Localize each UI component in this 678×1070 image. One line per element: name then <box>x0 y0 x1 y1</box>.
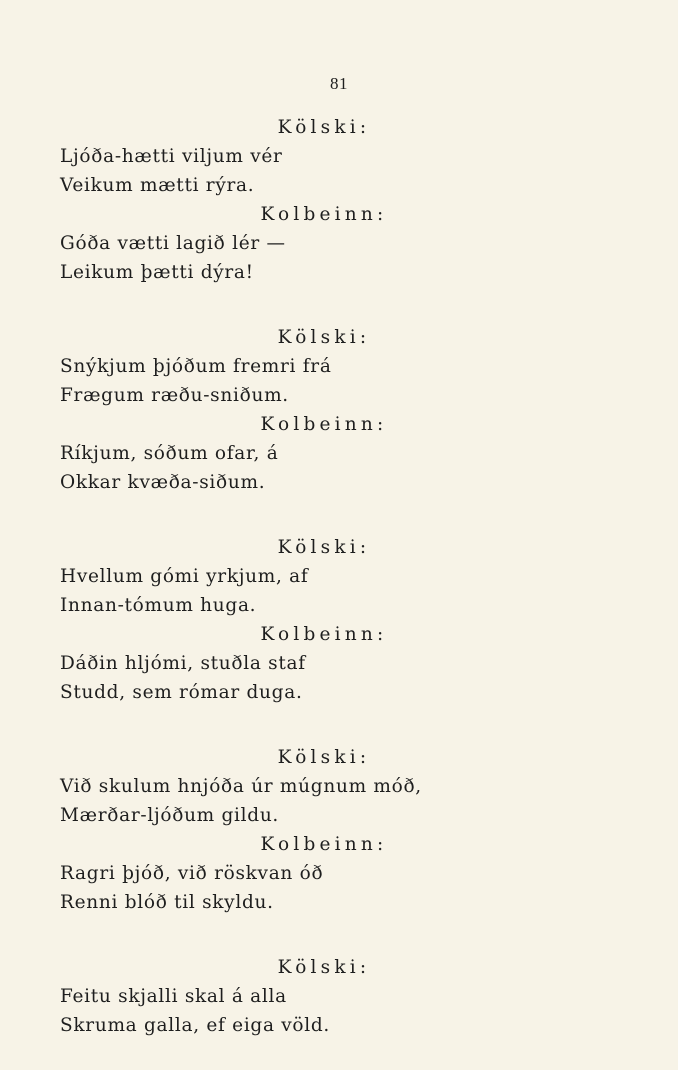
page-number: 81 <box>330 74 348 93</box>
stanza <box>60 323 660 497</box>
speaker-label: Kölski: <box>277 327 371 348</box>
poem <box>60 113 660 1040</box>
verse-line: Hvellum gómi yrkjum, af <box>60 566 309 587</box>
stanza <box>60 953 660 1040</box>
verse-line: Ragri þjóð, við röskvan óð <box>60 863 324 884</box>
stanza <box>60 113 660 287</box>
speaker-label: Kölski: <box>277 537 371 558</box>
verse-line: Okkar kvæða-siðum. <box>60 472 266 493</box>
speaker-label: Kolbeinn: <box>260 834 388 855</box>
stanza <box>60 533 660 707</box>
stanza <box>60 743 660 917</box>
verse-line: Góða vætti lagið lér — <box>60 233 286 254</box>
verse-line: Frægum ræðu-sniðum. <box>60 385 289 406</box>
speaker-label: Kölski: <box>277 957 371 978</box>
verse-line: Skruma galla, ef eiga völd. <box>60 1015 331 1036</box>
verse-line: Ríkjum, sóðum ofar, á <box>60 443 279 464</box>
verse-line: Renni blóð til skyldu. <box>60 892 274 913</box>
verse-line: Leikum þætti dýra! <box>60 262 254 283</box>
verse-line: Ljóða-hætti viljum vér <box>60 146 283 167</box>
verse-line: Dáðin hljómi, stuðla staf <box>60 653 306 674</box>
verse-line: Snýkjum þjóðum fremri frá <box>60 356 332 377</box>
verse-line: Við skulum hnjóða úr múgnum móð, <box>60 776 422 797</box>
verse-line: Feitu skjalli skal á alla <box>60 986 287 1007</box>
verse-line: Mærðar-ljóðum gildu. <box>60 805 280 826</box>
verse-line: Studd, sem rómar duga. <box>60 682 303 703</box>
verse-line: Veikum mætti rýra. <box>60 175 255 196</box>
speaker-label: Kolbeinn: <box>260 414 388 435</box>
speaker-label: Kölski: <box>277 747 371 768</box>
speaker-label: Kolbeinn: <box>260 624 388 645</box>
speaker-label: Kolbeinn: <box>260 204 388 225</box>
speaker-label: Kölski: <box>277 117 371 138</box>
verse-line: Innan-tómum huga. <box>60 595 257 616</box>
